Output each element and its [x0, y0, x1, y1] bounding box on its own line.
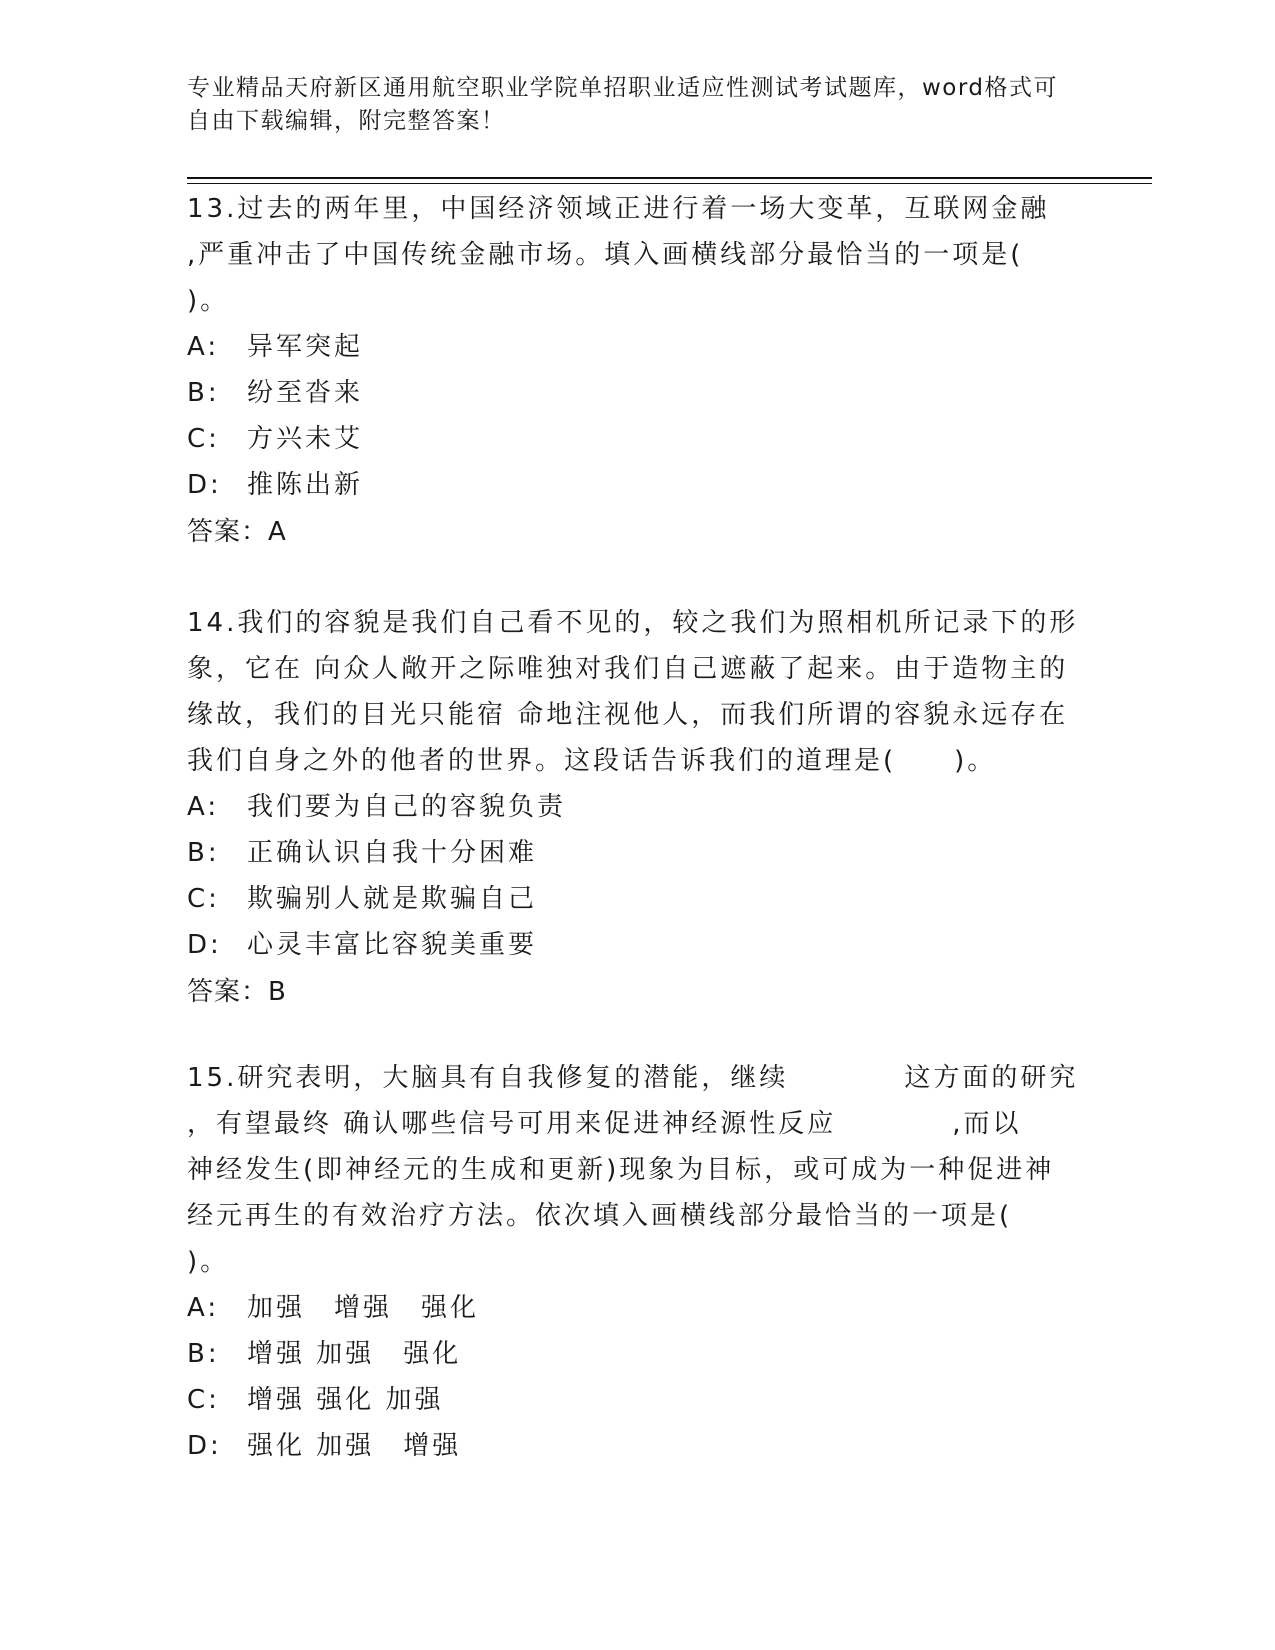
option-letter: A:	[187, 332, 220, 362]
question-text-line: 神经发生(即神经元的生成和更新)现象为目标，或可成为一种促进神	[187, 1155, 1055, 1185]
option-c[interactable]	[187, 876, 1087, 922]
question-text-line: ，有望最终 确认哪些信号可用来促进神经源性反应 ,而以	[187, 1109, 1022, 1139]
question-15-text	[187, 1055, 1087, 1285]
header-line-2: 自由下载编辑，附完整答案！	[187, 108, 506, 134]
option-b[interactable]	[187, 830, 1087, 876]
option-b[interactable]	[187, 1331, 1087, 1377]
header-divider-thick	[187, 177, 1152, 179]
option-text: 异军突起	[247, 332, 364, 362]
option-d[interactable]	[187, 462, 1087, 508]
option-letter: B:	[187, 1339, 220, 1369]
question-text-line: )。	[187, 1247, 230, 1277]
page-header	[187, 72, 1067, 138]
answer-14: 答案：B	[187, 977, 287, 1007]
question-15	[187, 1055, 1087, 1469]
question-text-line: 经元再生的有效治疗方法。依次填入画横线部分最恰当的一项是(	[187, 1201, 1013, 1231]
question-text-line: 缘故，我们的目光只能宿 命地注视他人，而我们所谓的容貌永远存在	[187, 700, 1069, 730]
question-13	[187, 186, 1087, 556]
option-text: 欺骗别人就是欺骗自己	[247, 884, 538, 914]
question-text-line: 14.我们的容貌是我们自己看不见的，较之我们为照相机所记录下的形	[187, 608, 1079, 638]
question-text-line: )。	[187, 286, 230, 316]
option-letter: A:	[187, 1293, 220, 1323]
question-text-line: 15.研究表明，大脑具有自我修复的潜能，继续 这方面的研究	[187, 1063, 1079, 1093]
option-text: 方兴未艾	[247, 424, 364, 454]
option-text: 纷至沓来	[247, 378, 364, 408]
question-14	[187, 600, 1087, 1016]
option-text: 增强 加强 强化	[247, 1339, 462, 1369]
question-13-text	[187, 186, 1087, 324]
option-letter: C:	[187, 884, 220, 914]
answer-13: 答案：A	[187, 517, 287, 547]
option-letter: B:	[187, 378, 220, 408]
option-a[interactable]	[187, 784, 1087, 830]
option-letter: C:	[187, 424, 220, 454]
option-text: 推陈出新	[247, 470, 364, 500]
option-d[interactable]	[187, 922, 1087, 968]
option-text: 强化 加强 增强	[247, 1431, 462, 1461]
option-text: 我们要为自己的容貌负责	[247, 792, 567, 822]
option-a[interactable]	[187, 1285, 1087, 1331]
question-text-line: ,严重冲击了中国传统金融市场。填入画横线部分最恰当的一项是(	[187, 240, 1024, 270]
option-d[interactable]	[187, 1423, 1087, 1469]
option-text: 增强 强化 加强	[247, 1385, 444, 1415]
option-letter: A:	[187, 792, 220, 822]
option-letter: D:	[187, 1431, 222, 1461]
option-c[interactable]	[187, 416, 1087, 462]
option-letter: C:	[187, 1385, 220, 1415]
question-text-line: 象，它在 向众人敞开之际唯独对我们自己遮蔽了起来。由于造物主的	[187, 654, 1069, 684]
option-letter: B:	[187, 838, 220, 868]
option-text: 正确认识自我十分困难	[247, 838, 538, 868]
option-text: 加强 增强 强化	[247, 1293, 480, 1323]
option-b[interactable]	[187, 370, 1087, 416]
question-14-text	[187, 600, 1087, 784]
question-text-line: 我们自身之外的他者的世界。这段话告诉我们的道理是( )。	[187, 746, 997, 776]
question-text-line: 13.过去的两年里，中国经济领域正进行着一场大变革，互联网金融	[187, 194, 1050, 224]
option-letter: D:	[187, 470, 222, 500]
option-text: 心灵丰富比容貌美重要	[247, 930, 538, 960]
option-c[interactable]	[187, 1377, 1087, 1423]
option-letter: D:	[187, 930, 222, 960]
header-divider-thin	[187, 183, 1152, 184]
option-a[interactable]	[187, 324, 1087, 370]
header-line-1: 专业精品天府新区通用航空职业学院单招职业适应性测试考试题库，word格式可	[187, 75, 1059, 101]
